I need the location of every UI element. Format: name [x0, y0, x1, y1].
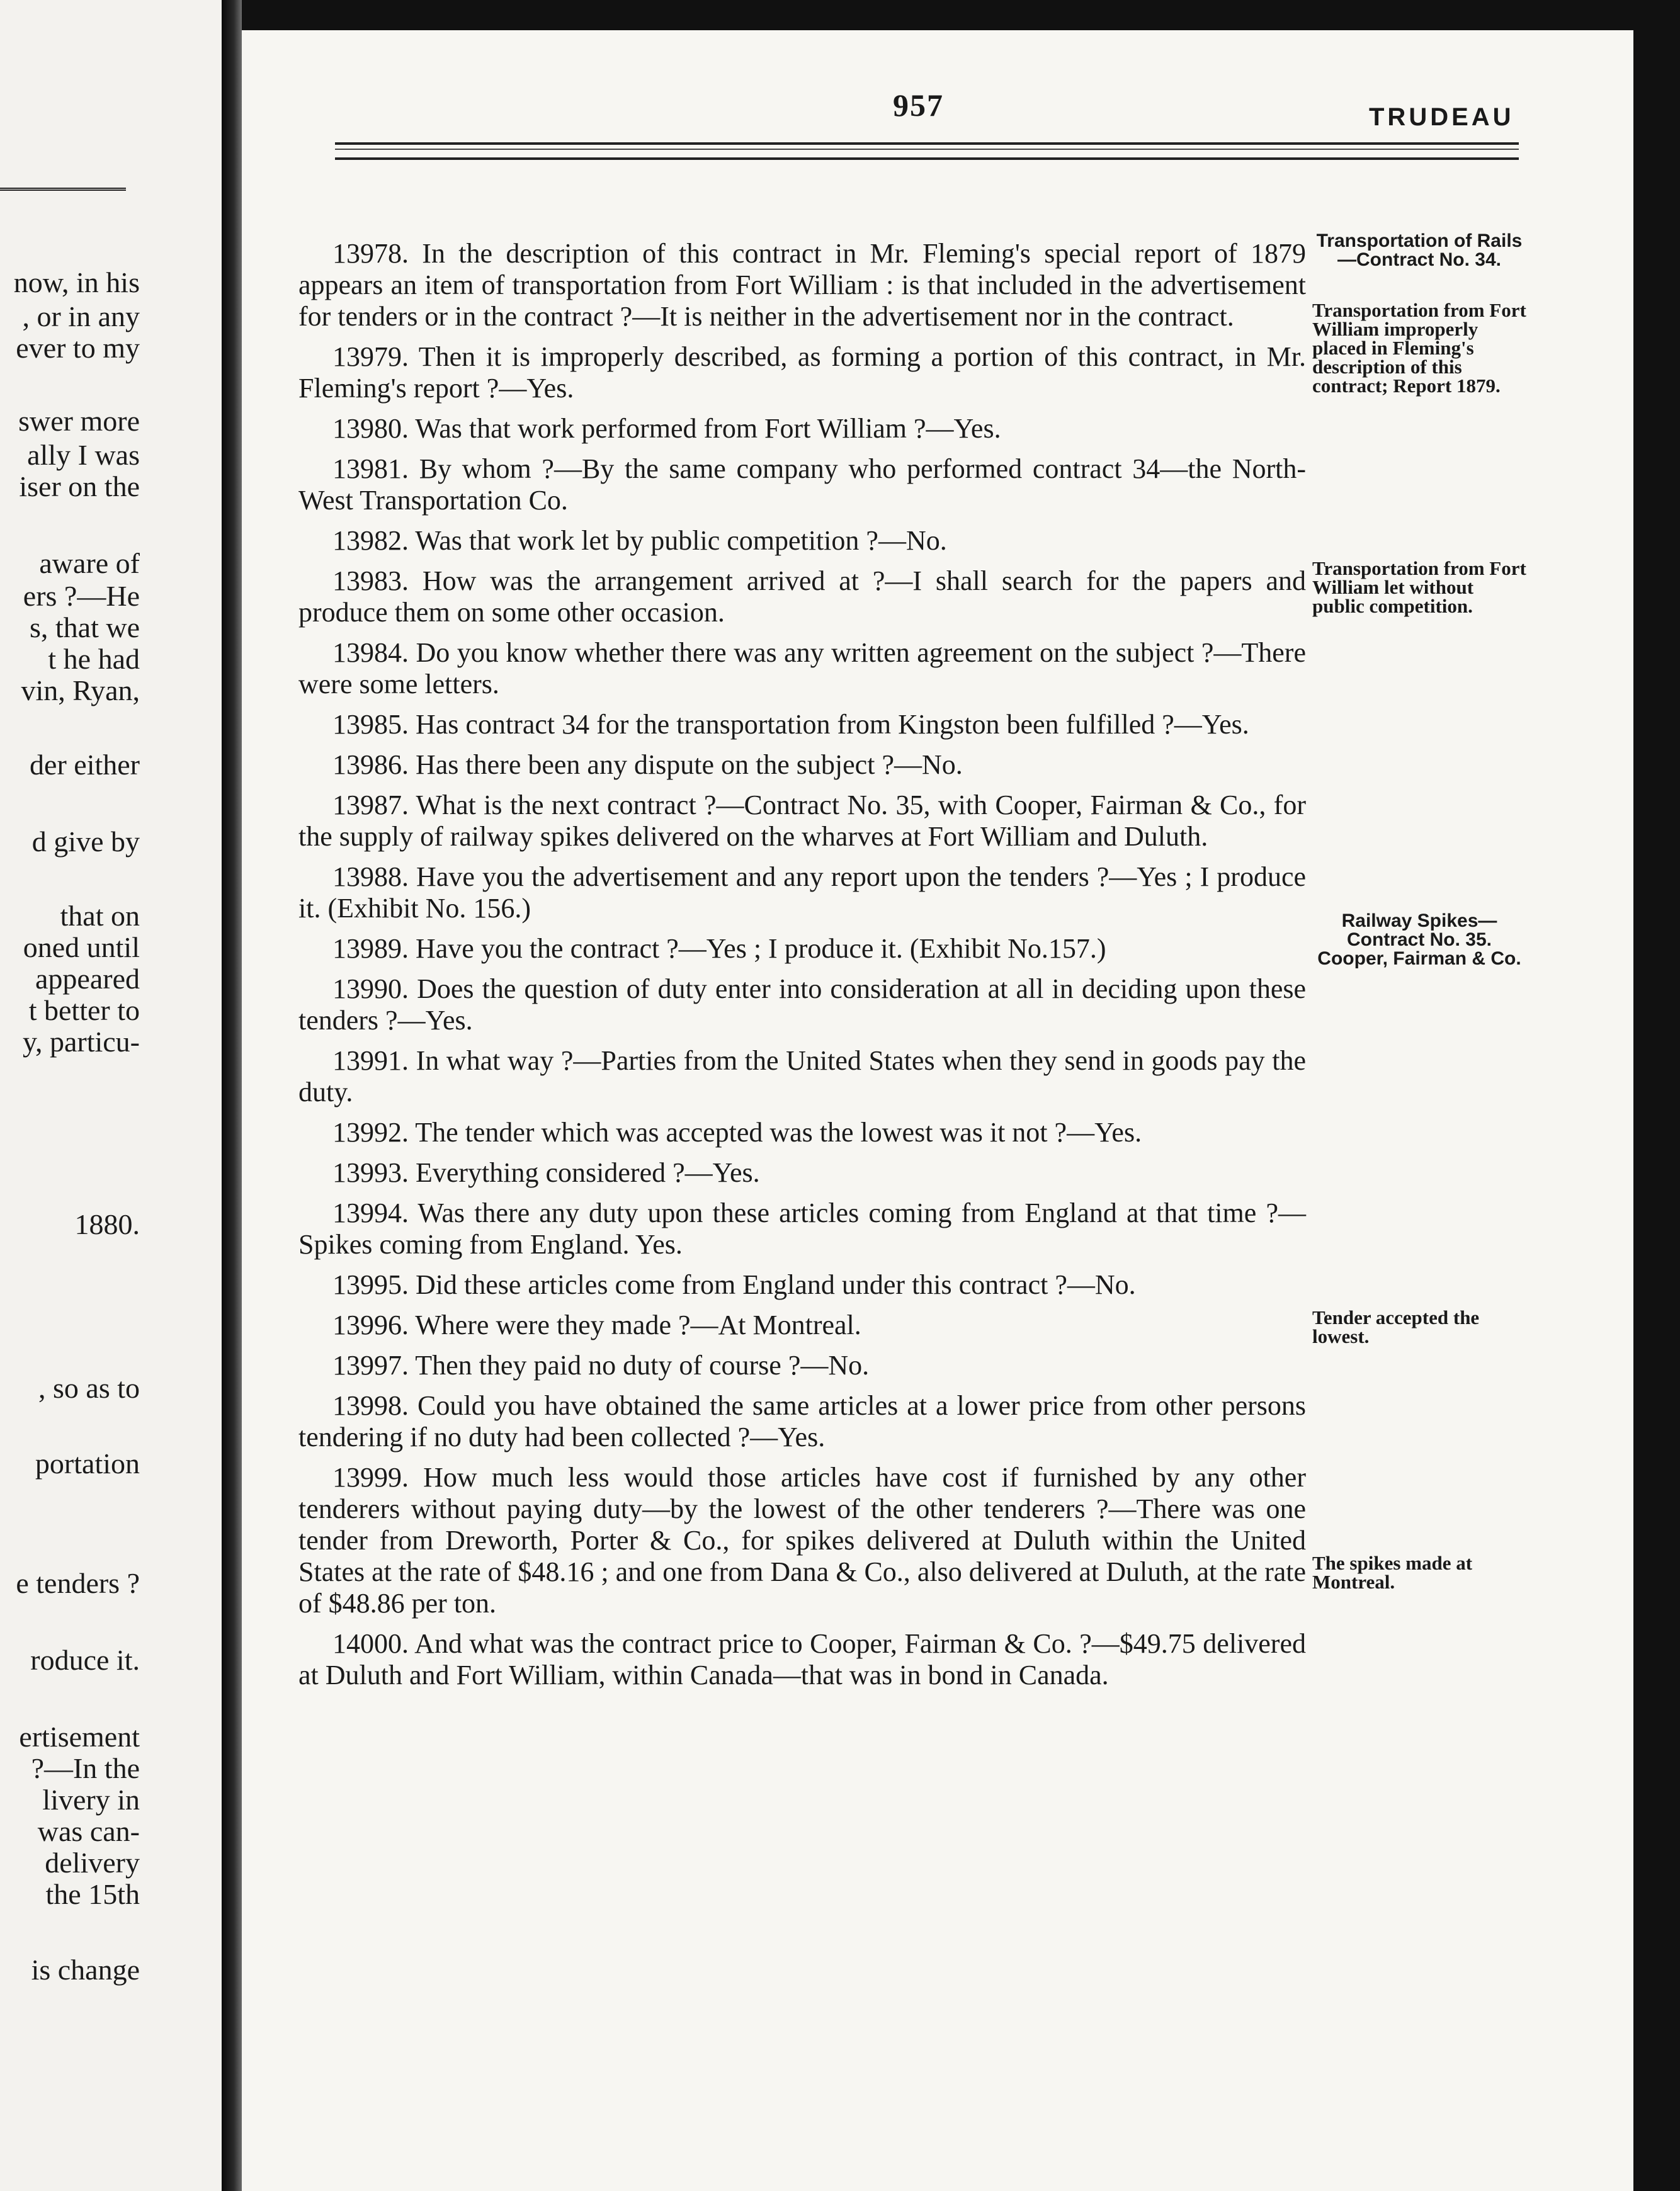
left-page-line: e tenders ?	[16, 1567, 140, 1599]
question-13978: 13978. In the description of this contract in Mr. Fleming's special report of 1879 appears an item of transportation from Fort William : is that included in the advertisement for tenders or in the contract ?—It is neither in the advertisement nor in the contract.	[298, 238, 1306, 332]
left-page-line: appeared	[35, 963, 140, 995]
question-13998: 13998. Could you have obtained the same articles at a lower price from other persons tendering if no duty had been collected ?—Yes.	[298, 1390, 1306, 1452]
question-13993: 13993. Everything considered ?—Yes.	[332, 1157, 760, 1188]
left-page-line: livery in	[42, 1784, 140, 1816]
running-head: TRUDEAU	[1369, 103, 1514, 131]
left-page-line: 1880.	[74, 1208, 140, 1240]
left-page-line: s, that we	[29, 611, 140, 643]
question-13980: 13980. Was that work performed from Fort William ?—Yes.	[332, 413, 1001, 444]
left-page-line: der either	[30, 749, 140, 781]
left-page-line: ers ?—He	[23, 580, 140, 612]
left-page-line: now, in his	[13, 266, 140, 298]
previous-page-edge	[0, 0, 222, 2191]
left-page-line: ally I was	[27, 439, 140, 471]
question-14000: 14000. And what was the contract price to Cooper, Fairman & Co. ?—$49.75 delivered at Duluth and Fort William, within Canada—that was in bond in Canada.	[298, 1628, 1306, 1690]
left-page-line: ertisement	[19, 1721, 140, 1753]
question-13990: 13990. Does the question of duty enter into consideration at all in deciding upon these tenders ?—Yes.	[298, 973, 1306, 1036]
left-page-line: aware of	[39, 547, 140, 579]
left-page-line: , or in any	[22, 300, 140, 332]
left-page-line: y, particu-	[22, 1026, 140, 1058]
left-page-line: t better to	[28, 994, 140, 1026]
left-page-line: , so as to	[38, 1372, 140, 1404]
question-13994: 13994. Was there any duty upon these articles coming from England at that time ?—Spikes coming from England. Yes.	[298, 1197, 1306, 1260]
question-13989: 13989. Have you the contract ?—Yes ; I produce it. (Exhibit No.157.)	[332, 933, 1106, 964]
left-page-line: was can-	[37, 1815, 140, 1847]
sidenote-improperly-placed: Transportation from Fort William improperly placed in Fleming's description of this contract; Report 1879.	[1312, 299, 1526, 397]
book-gutter	[222, 0, 242, 2191]
left-page-line: swer more	[18, 405, 140, 437]
sidenote-railway-spikes: Railway Spikes—Contract No. 35. Cooper, Fairman & Co.	[1317, 910, 1521, 969]
left-page-rule	[0, 188, 126, 196]
question-13983: 13983. How was the arrangement arrived at ?—I shall search for the papers and produce them on some other occasion.	[298, 565, 1306, 628]
question-13984: 13984. Do you know whether there was any written agreement on the subject ?—There were some letters.	[298, 637, 1306, 699]
question-13991: 13991. In what way ?—Parties from the United States when they send in goods pay the duty.	[298, 1045, 1306, 1107]
question-13981: 13981. By whom ?—By the same company who performed contract 34—the North-West Transportation Co.	[298, 453, 1306, 516]
sidenote-transportation-rails: Transportation of Rails—Contract No. 34.	[1316, 230, 1523, 270]
question-13997: 13997. Then they paid no duty of course ?—No.	[332, 1350, 870, 1381]
header-rule	[335, 142, 1519, 160]
question-13999: 13999. How much less would those articles have cost if furnished by any other tenderers without paying duty—by the lowest of the other tenderers ?—There was one tender from Dreworth, Porter & Co., for spikes delivered at Duluth within the United States at the rate of $48.16 ; and one from Dana & Co., also delivered at Duluth, at the rate of $48.86 per ton.	[298, 1462, 1306, 1619]
question-13995: 13995. Did these articles come from England under this contract ?—No.	[332, 1269, 1136, 1300]
current-page	[242, 30, 1633, 2191]
left-page-line: iser on the	[19, 470, 140, 502]
left-page-line: delivery	[45, 1847, 140, 1879]
testimony-text	[298, 238, 1306, 1691]
left-page-line: oned until	[23, 931, 140, 963]
left-page-line: d give by	[31, 825, 140, 858]
left-page-line: ?—In the	[31, 1752, 140, 1784]
question-13986: 13986. Has there been any dispute on the subject ?—No.	[332, 749, 963, 780]
question-13996: 13996. Where were they made ?—At Montreal.	[332, 1310, 861, 1340]
left-page-line: vin, Ryan,	[21, 674, 140, 706]
question-13979: 13979. Then it is improperly described, as forming a portion of this contract, in Mr. Fleming's report ?—Yes.	[298, 341, 1306, 404]
left-page-line: roduce it.	[30, 1644, 140, 1676]
left-page-line: the 15th	[45, 1878, 140, 1910]
sidenote-without-competition: Transportation from Fort William let without public competition.	[1312, 557, 1526, 617]
left-page-line: is change	[31, 1954, 140, 1986]
sidenote-spikes-montreal: The spikes made at Montreal.	[1312, 1552, 1473, 1593]
question-13992: 13992. The tender which was accepted was the lowest was it not ?—Yes.	[332, 1117, 1142, 1148]
sidenote-tender-lowest: Tender accepted the lowest.	[1312, 1306, 1480, 1347]
question-13985: 13985. Has contract 34 for the transportation from Kingston been fulfilled ?—Yes.	[332, 709, 1249, 740]
page-number: 957	[893, 88, 944, 123]
question-13987: 13987. What is the next contract ?—Contract No. 35, with Cooper, Fairman & Co., for the supply of railway spikes delivered on the wharves at Fort William and Duluth.	[298, 790, 1306, 852]
question-13988: 13988. Have you the advertisement and any report upon the tenders ?—Yes ; I produce it. (Exhibit No. 156.)	[298, 861, 1306, 924]
left-page-line: that on	[60, 900, 140, 932]
left-page-line: t he had	[48, 643, 140, 675]
left-page-line: ever to my	[16, 332, 140, 364]
question-13982: 13982. Was that work let by public competition ?—No.	[332, 525, 947, 556]
left-page-line: portation	[35, 1447, 140, 1480]
